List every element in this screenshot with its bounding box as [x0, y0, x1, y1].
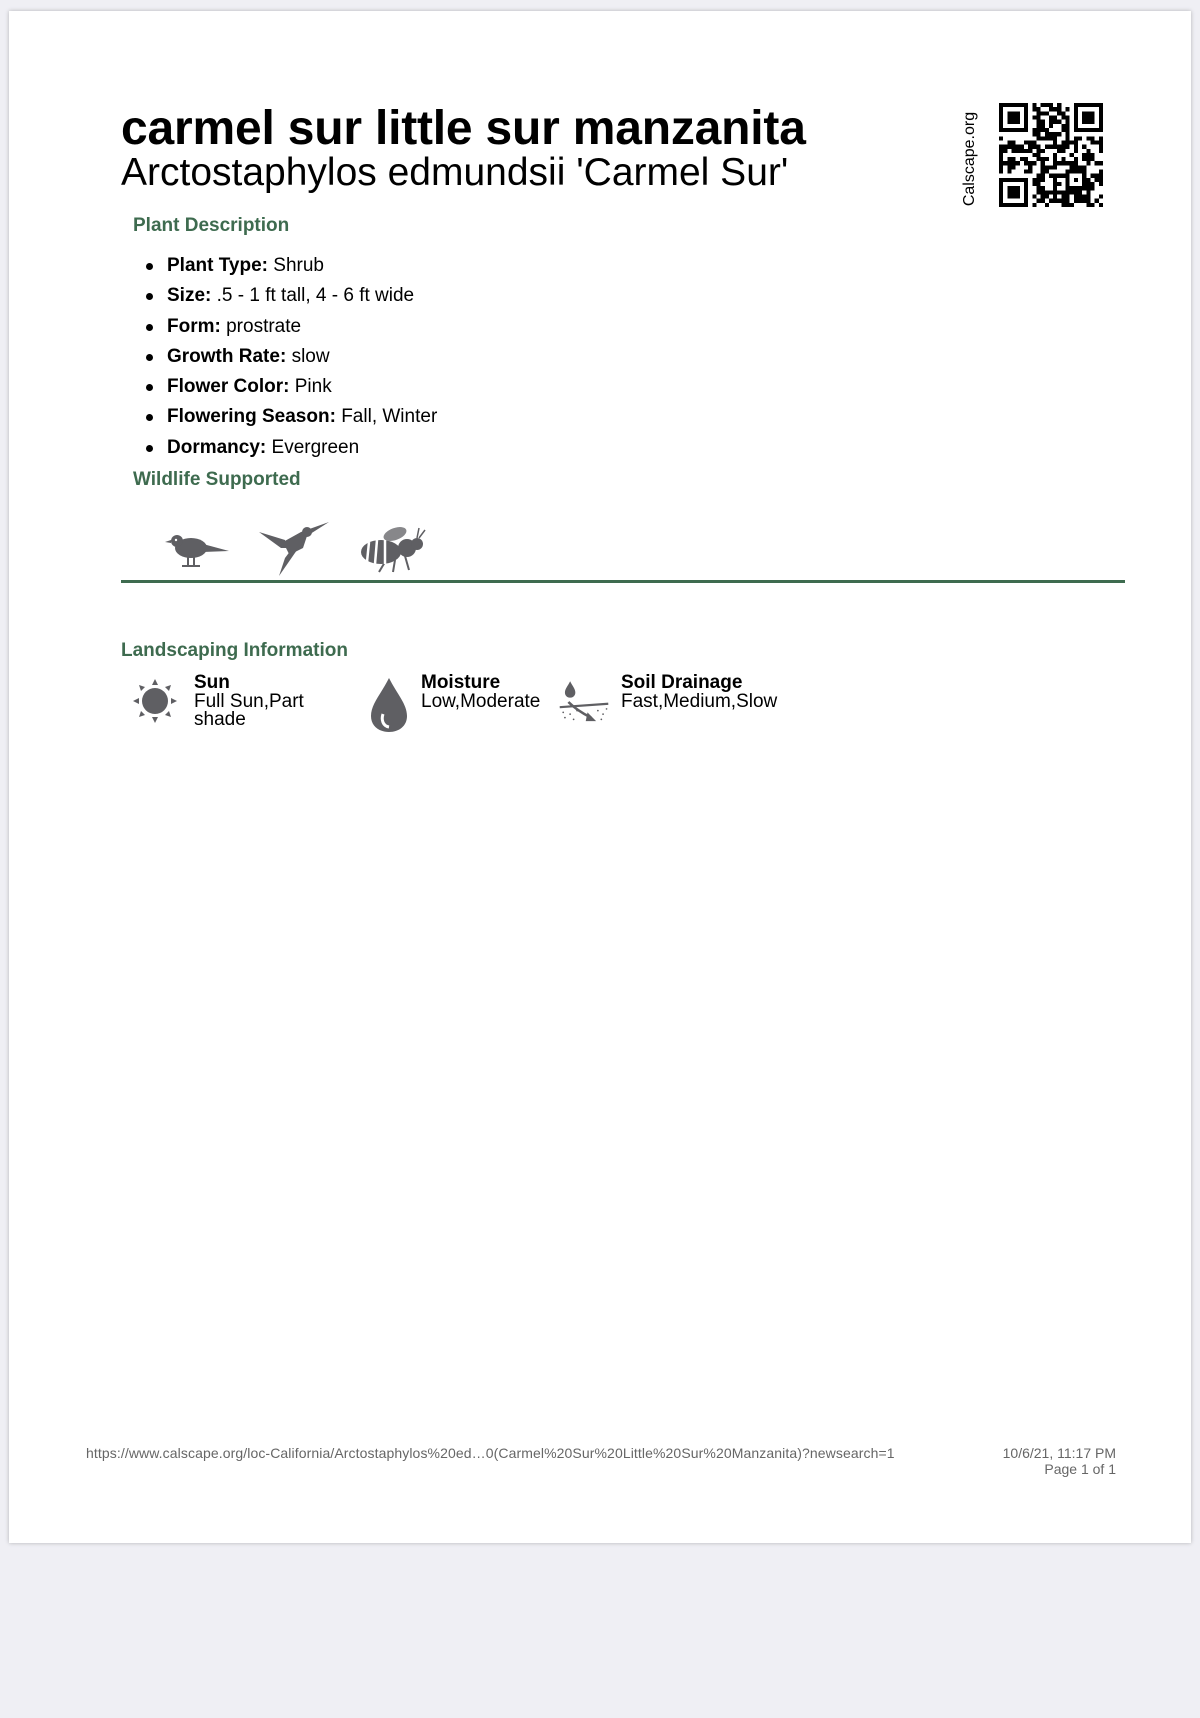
plant-description-heading: Plant Description — [133, 215, 290, 236]
footer-url[interactable]: https://www.calscape.org/loc-California/Arctostaphylos%20ed…0(Carmel%20Sur%20Little%20Sur%20Manzanita)?newsearch=1 — [86, 1445, 895, 1461]
sun-icon — [129, 671, 181, 731]
item-label: Form: — [167, 315, 221, 337]
item-label: Flower Color: — [167, 376, 290, 398]
list-item — [141, 281, 437, 311]
list-item — [141, 342, 437, 372]
moisture-value: Low,Moderate — [421, 691, 541, 712]
document-page — [9, 11, 1191, 1543]
water-drop-icon — [363, 674, 415, 734]
item-label: Size: — [167, 285, 212, 307]
soil-drainage-value: Fast,Medium,Slow — [621, 691, 778, 712]
bird-icon — [159, 518, 231, 576]
item-value: Shrub — [273, 255, 324, 276]
item-value: prostrate — [226, 315, 302, 337]
sun-label: Sun — [194, 672, 230, 693]
soil-drainage-icon — [558, 672, 610, 732]
scientific-name: Arctostaphylos edmundsii 'Carmel Sur' — [121, 151, 789, 194]
item-label: Flowering Season: — [167, 406, 336, 428]
common-name-title: carmel sur little sur manzanita — [121, 102, 806, 155]
soil-drainage-label: Soil Drainage — [621, 672, 743, 693]
list-item — [141, 251, 437, 281]
list-item — [141, 312, 437, 342]
footer-meta — [1003, 1445, 1116, 1477]
section-divider — [121, 580, 1125, 583]
item-value: Fall, Winter — [341, 406, 438, 428]
wildlife-icons — [159, 517, 427, 577]
bee-icon — [355, 518, 427, 576]
item-label: Plant Type: — [167, 255, 268, 276]
item-value: Evergreen — [271, 436, 360, 458]
list-item — [141, 372, 437, 402]
sun-value: Full Sun,Part shade — [194, 691, 304, 730]
qr-label: Calscape.org — [961, 111, 978, 207]
list-item — [141, 402, 437, 432]
plant-description-list — [141, 251, 437, 463]
item-value: Pink — [294, 376, 332, 398]
wildlife-heading: Wildlife Supported — [133, 469, 301, 490]
moisture-label: Moisture — [421, 672, 501, 693]
hummingbird-icon — [257, 518, 329, 576]
item-value: .5 - 1 ft tall, 4 - 6 ft wide — [216, 285, 415, 307]
item-value: slow — [291, 345, 330, 367]
qr-code-icon — [999, 103, 1103, 207]
footer-datetime: 10/6/21, 11:17 PM — [1002, 1445, 1116, 1461]
item-label: Dormancy: — [167, 436, 267, 458]
footer-page-number: Page 1 of 1 — [1044, 1461, 1116, 1477]
list-item — [141, 433, 437, 463]
item-label: Growth Rate: — [167, 345, 287, 367]
landscaping-heading: Landscaping Information — [121, 640, 348, 661]
